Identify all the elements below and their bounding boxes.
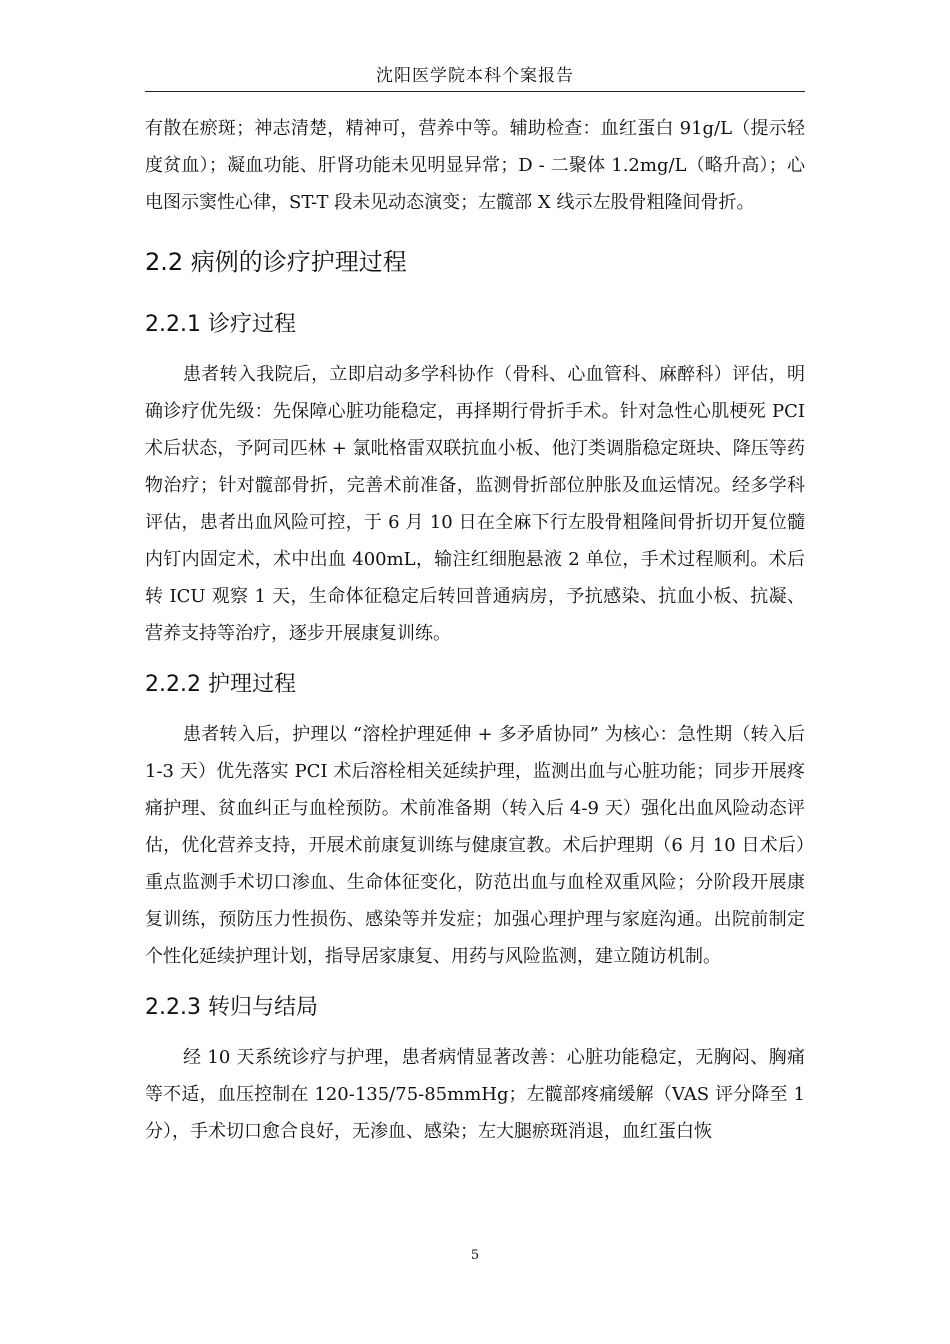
subsection-heading-2-2-1: 2.2.1 诊疗过程 <box>145 312 296 337</box>
paragraph-outcome: 经 10 天系统诊疗与护理，患者病情显著改善：心脏功能稳定，无胸闷、胸痛等不适，血压控制在 120-135/75-85mmHg；左髋部疼痛缓解（VAS 评分降至 1 分），手术切口愈合良好，无渗血、感染；左大腿瘀斑消退，血红蛋白恢 <box>145 1047 805 1142</box>
paragraph-diagnosis-process: 患者转入我院后，立即启动多学科协作（骨科、心血管科、麻醉科）评估，明确诊疗优先级：先保障心脏功能稳定，再择期行骨折手术。针对急性心肌梗死 PCI 术后状态，予阿司匹林 + 氯吡格雷双联抗血小板、他汀类调脂稳定斑块、降压等药物治疗；针对髋部骨折，完善术前准备，监测骨折部位肿胀及血运情况。经多学科评估，患者出血风险可控，于 6 月 10 日在全麻下行左股骨粗隆间骨折切开复位髓内钉内固定术，术中出血 400mL，输注红细胞悬液 2 单位，手术过程顺利。术后转 ICU 观察 1 天，生命体征稳定后转回普通病房，予抗感染、抗血小板、抗凝、营养支持等治疗，逐步开展康复训练。 <box>145 364 805 644</box>
page-number: 5 <box>470 1248 480 1263</box>
header-rule <box>145 91 805 92</box>
page-body <box>145 110 805 1150</box>
section-heading-2-2: 2.2 病例的诊疗护理过程 <box>145 248 407 276</box>
paragraph-intro: 有散在瘀斑；神志清楚，精神可，营养中等。辅助检查：血红蛋白 91g/L（提示轻度贫血）；凝血功能、肝肾功能未见明显异常；D - 二聚体 1.2mg/L（略升高）；心电图示窦性心律，ST-T 段未见动态演变；左髋部 X 线示左股骨粗隆间骨折。 <box>145 118 805 213</box>
running-header: 沈阳医学院本科个案报告 <box>376 66 574 86</box>
paragraph-nursing-process: 患者转入后，护理以 “溶栓护理延伸 + 多矛盾协同” 为核心：急性期（转入后 1-3 天）优先落实 PCI 术后溶栓相关延续护理，监测出血与心脏功能；同步开展疼痛护理、贫血纠正与血栓预防。术前准备期（转入后 4-9 天）强化出血风险动态评估，优化营养支持，开展术前康复训练与健康宣教。术后护理期（6 月 10 日术后）重点监测手术切口渗血、生命体征变化，防范出血与血栓双重风险；分阶段开展康复训练，预防压力性损伤、感染等并发症；加强心理护理与家庭沟通。出院前制定个性化延续护理计划，指导居家康复、用药与风险监测，建立随访机制。 <box>145 724 805 967</box>
subsection-heading-2-2-3: 2.2.3 转归与结局 <box>145 995 318 1020</box>
subsection-heading-2-2-2: 2.2.2 护理过程 <box>145 672 296 697</box>
